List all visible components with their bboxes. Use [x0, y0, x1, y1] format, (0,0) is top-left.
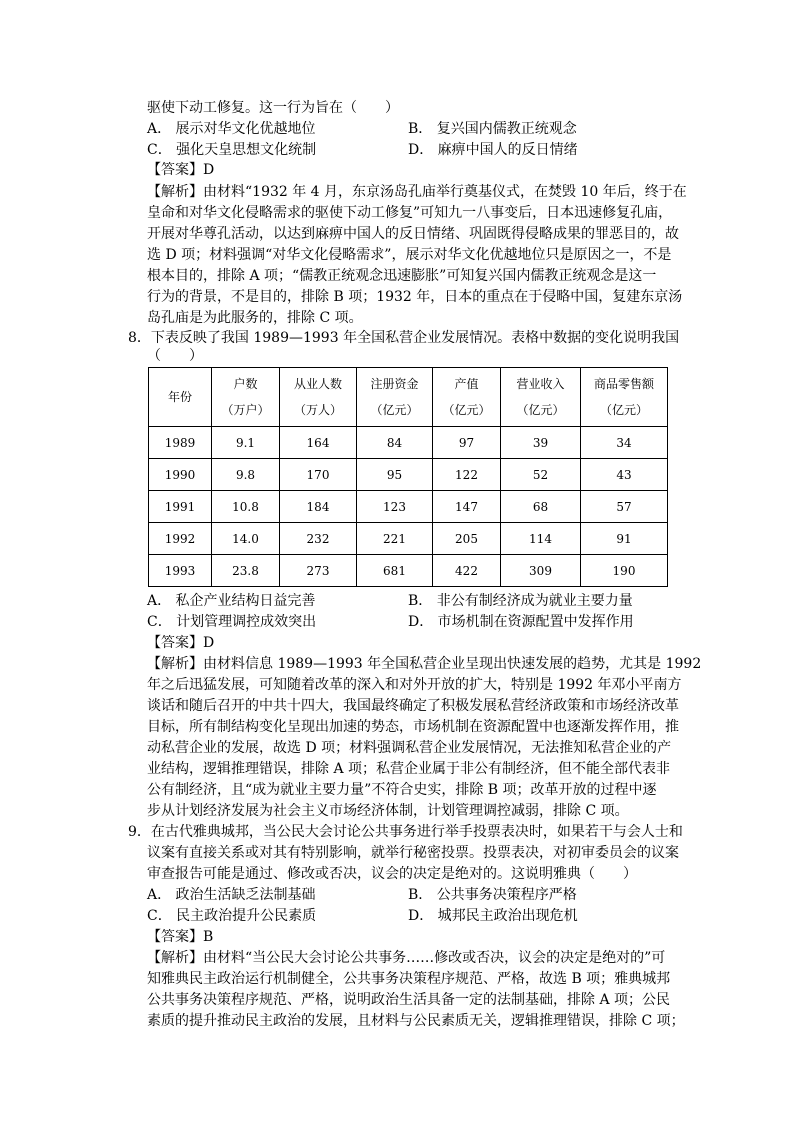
q9-stem: 审查报告可能是通过、修改或否决，议会的决定是绝对的。这说明雅典（ ） — [147, 866, 637, 882]
q8-stem-paren: （ ） — [147, 348, 203, 364]
q7-analysis-line: 根本目的，排除 A 项；“儒教正统观念迅速膨胀”可知复兴国内儒教正统观念是这一 — [147, 268, 657, 284]
table-cell: 122 — [433, 459, 501, 491]
private-enterprise-table — [148, 367, 668, 587]
q7-option-c: C． 强化天皇思想文化统制 — [147, 142, 317, 158]
table-cell: 114 — [501, 523, 581, 555]
table-cell: 422 — [433, 555, 501, 587]
q7-analysis-line: 开展对华尊孔活动，以达到麻痹中国人的反日情绪、巩固既得侵略成果的罪恶目的，故 — [147, 226, 679, 242]
table-cell: 84 — [357, 427, 433, 459]
table-cell: 184 — [280, 491, 357, 523]
q9-option-c: C． 民主政治提升公民素质 — [147, 908, 317, 924]
q7-option-a: A． 展示对华文化优越地位 — [147, 121, 316, 137]
table-header-cell: 产值 （亿元） — [433, 368, 501, 427]
q7-stem-tail: 驱使下动工修复。这一行为旨在（ ） — [147, 100, 399, 116]
table-cell: 68 — [501, 491, 581, 523]
table-cell: 190 — [581, 555, 668, 587]
table-cell: 91 — [581, 523, 668, 555]
table-cell: 1989 — [149, 427, 212, 459]
table-cell: 10.8 — [212, 491, 280, 523]
table-cell: 1992 — [149, 523, 212, 555]
table-cell: 221 — [357, 523, 433, 555]
q8-stem: 8．下表反映了我国 1989—1993 年全国私营企业发展情况。表格中数据的变化说明我国 — [128, 330, 680, 346]
table-cell: 164 — [280, 427, 357, 459]
q8-analysis-line: 公有制经济，且“成为就业主要力量”不符合史实，排除 B 项；改革开放的过程中逐 — [147, 782, 657, 798]
q9-option-d: D． 城邦民主政治出现危机 — [408, 908, 578, 924]
q8-analysis-line: 动私营企业的发展，故选 D 项；材料强调私营企业发展情况，无法推知私营企业的产 — [147, 740, 672, 756]
q7-answer: 【答案】D — [147, 162, 215, 178]
q7-analysis-line: 行为的背景，不是目的，排除 B 项；1932 年，日本的重点在于侵略中国，复建东京汤 — [147, 289, 683, 305]
q8-option-c: C． 计划管理调控成效突出 — [147, 614, 317, 630]
q7-option-d: D． 麻痹中国人的反日情绪 — [408, 142, 578, 158]
table-cell: 123 — [357, 491, 433, 523]
table-cell: 43 — [581, 459, 668, 491]
table-row — [149, 523, 668, 555]
table-cell: 232 — [280, 523, 357, 555]
q8-option-d: D． 市场机制在资源配置中发挥作用 — [408, 614, 634, 630]
table-row — [149, 427, 668, 459]
table-row — [149, 555, 668, 587]
table-cell: 309 — [501, 555, 581, 587]
q7-analysis-line: 皇命和对华文化侵略需求的驱使下动工修复”可知九一八事变后，日本迅速修复孔庙， — [147, 205, 673, 221]
table-cell: 52 — [501, 459, 581, 491]
q7-option-b: B． 复兴国内儒教正统观念 — [408, 121, 577, 137]
table-cell: 9.8 — [212, 459, 280, 491]
table-cell: 14.0 — [212, 523, 280, 555]
table-cell: 23.8 — [212, 555, 280, 587]
q7-analysis-line: 选 D 项；材料强调“对华文化侵略需求”，展示对华文化优越地位只是原因之一，不是 — [147, 247, 672, 263]
table-header-cell: 年份 — [149, 368, 212, 427]
table-cell: 681 — [357, 555, 433, 587]
table-header-cell: 商品零售额 （亿元） — [581, 368, 668, 427]
table-cell: 39 — [501, 427, 581, 459]
q7-analysis-line: 【解析】由材料“1932 年 4 月，东京汤岛孔庙举行奠基仪式，在焚毁 10 年后，终于在 — [147, 184, 687, 200]
q8-option-b: B． 非公有制经济成为就业主要力量 — [408, 593, 633, 609]
q9-analysis-line: 公共事务决策程序规范、严格，说明政治生活具备一定的法制基础，排除 A 项；公民 — [147, 992, 671, 1008]
table-cell: 95 — [357, 459, 433, 491]
table-cell: 9.1 — [212, 427, 280, 459]
q9-option-b: B． 公共事务决策程序严格 — [408, 887, 577, 903]
q9-analysis-line: 素质的提升推动民主政治的发展，且材料与公民素质无关，逻辑推理错误，排除 C 项； — [147, 1013, 685, 1029]
table-cell: 1990 — [149, 459, 212, 491]
q9-analysis-line: 【解析】由材料“当公民大会讨论公共事务……修改或否决，议会的决定是绝对的”可 — [147, 950, 666, 966]
q8-option-a: A． 私企产业结构日益完善 — [147, 593, 316, 609]
table-cell: 1993 — [149, 555, 212, 587]
q8-analysis-line: 目标，所有制结构变化呈现出加速的势态，市场机制在资源配置中也逐渐发挥作用，推 — [147, 719, 679, 735]
table-cell: 57 — [581, 491, 668, 523]
q9-stem: 9．在古代雅典城邦，当公民大会讨论公共事务进行举手投票表决时，如果若干与会人士和 — [128, 824, 683, 840]
table-header-cell: 户数 （万户） — [212, 368, 280, 427]
q9-stem: 议案有直接关系或对其有特别影响，就举行秘密投票。投票表决，对初审委员会的议案 — [147, 845, 679, 861]
table-cell: 1991 — [149, 491, 212, 523]
q9-option-a: A． 政治生活缺乏法制基础 — [147, 887, 316, 903]
q8-analysis-line: 业结构，逻辑推理错误，排除 A 项；私营企业属于非公有制经济，但不能全部代表非 — [147, 761, 671, 777]
q9-analysis-line: 知雅典民主政治运行机制健全，公共事务决策程序规范、严格，故选 B 项；雅典城邦 — [147, 971, 671, 987]
q7-analysis-line: 岛孔庙是为此服务的，排除 C 项。 — [147, 310, 363, 326]
table-row — [149, 491, 668, 523]
table-header-cell: 营业收入 （亿元） — [501, 368, 581, 427]
table-header-cell: 从业人数 （万人） — [280, 368, 357, 427]
table-cell: 34 — [581, 427, 668, 459]
q8-analysis-line: 【解析】由材料信息 1989—1993 年全国私营企业呈现出快速发展的趋势，尤其是 1992 — [147, 656, 702, 672]
table-header-cell: 注册资金 （亿元） — [357, 368, 433, 427]
q9-answer: 【答案】B — [147, 929, 214, 945]
table-row — [149, 459, 668, 491]
table-cell: 147 — [433, 491, 501, 523]
q8-analysis-line: 步从计划经济发展为社会主义市场经济体制，计划管理调控减弱，排除 C 项。 — [147, 803, 629, 819]
q8-answer: 【答案】D — [147, 635, 215, 651]
table-header-row — [149, 368, 668, 427]
table-cell: 97 — [433, 427, 501, 459]
table-cell: 205 — [433, 523, 501, 555]
table-cell: 273 — [280, 555, 357, 587]
table-cell: 170 — [280, 459, 357, 491]
q8-analysis-line: 年之后迅猛发展，可知随着改革的深入和对外开放的扩大，特别是 1992 年邓小平南方 — [147, 677, 682, 693]
q8-analysis-line: 谈话和随后召开的中共十四大，我国最终确定了积极发展私营经济政策和市场经济改革 — [147, 698, 679, 714]
